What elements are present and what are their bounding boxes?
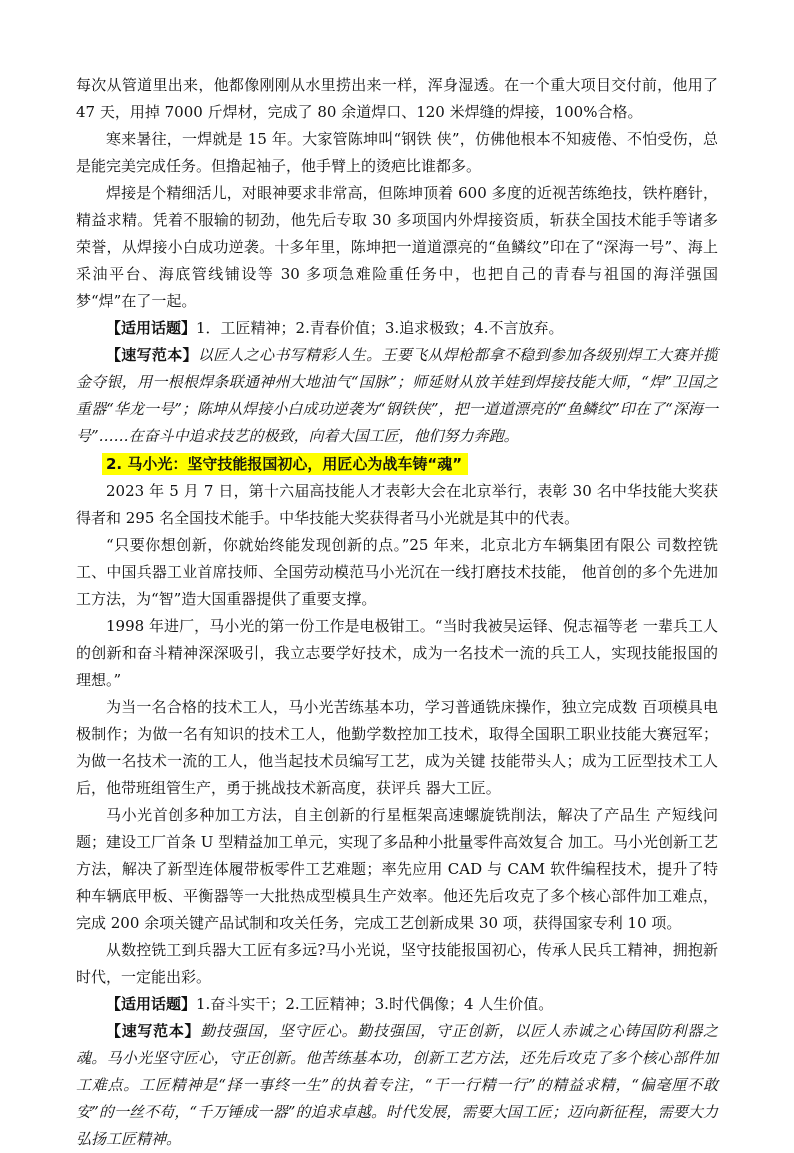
topics-text: 1.奋斗实干；2.工匠精神；3.时代偶像；4 人生价值。 <box>196 995 554 1013</box>
paragraph: “只要你想创新，你就始终能发现创新的点。”25 年来，北京北方车辆集团有限公 司数控铣工、中国兵器工业首席技师、全国劳动模范马小光沉在一线打磨技术技能， 他首创的多个先进加工方法，为“智”造大国重器提供了重要支撑。 <box>76 536 718 608</box>
applicable-topics <box>76 991 718 1018</box>
paragraph: 2023 年 5 月 7 日，第十六届高技能人才表彰大会在北京举行，表彰 30 名中华技能大奖获得者和 295 名全国技术能手。中华技能大奖获得者马小光就是其中的代表。 <box>76 482 718 527</box>
model-label: 【速写范本】 <box>106 346 198 364</box>
model-label: 【速写范本】 <box>106 1022 201 1040</box>
section-heading-wrap <box>102 451 718 478</box>
model-text: 勤技强国，坚守匠心。勤技强国，守正创新，以匠人赤诚之心铸国防利器之魂。马小光坚守匠心，守正创新。他苦练基本功，创新工艺方法，还先后攻克了多个核心部件加工难点。工匠精神是“择一事终一生”的执着专注，“干一行精一行”的精益求精，“偏毫厘不敢安”的一丝不苟，“千万锤成一器”的追求卓越。时代发展，需要大国工匠；迈向新征程，需要大力弘扬工匠精神。 <box>76 1022 718 1148</box>
model-essay <box>76 342 718 450</box>
paragraph: 寒来暑往，一焊就是 15 年。大家管陈坤叫“钢铁 侠”，仿佛他根本不知疲倦、不怕受伤，总是能完美完成任务。但撸起袖子，他手臂上的烫疤比谁都多。 <box>76 130 718 175</box>
topics-label: 【适用话题】 <box>106 319 197 337</box>
paragraph: 从数控铣工到兵器大工匠有多远?马小光说，坚守技能报国初心，传承人民兵工精神，拥抱新时代，一定能出彩。 <box>76 941 718 986</box>
paragraph: 每次从管道里出来，他都像刚刚从水里捞出来一样，浑身湿透。在一个重大项目交付前，他用了 47 天，用掉 7000 斤焊材，完成了 80 余道焊口、120 米焊缝的焊接，100%合格。 <box>76 76 718 121</box>
applicable-topics <box>76 315 718 342</box>
model-text: 以匠人之心书写精彩人生。王要飞从焊枪都拿不稳到参加各级别焊工大赛并揽金夺银，用一根根焊条联通神州大地油气“国脉”；师延财从放羊娃到焊接技能大师，“焊”卫国之 重器“华龙一号”；陈坤从焊接小白成功逆袭为“钢铁侠”，把一道道漂亮的“鱼鳞纹”印在了“深海一号”……在奋斗中追求技艺的极致，向着大国工匠，他们努力奔跑。 <box>76 346 718 445</box>
section-heading: 2. 马小光：坚守技能报国初心，用匠心为战车铸“魂” <box>102 453 468 475</box>
paragraph: 马小光首创多种加工方法，自主创新的行星框架高速螺旋铣削法，解决了产品生 产短线问题；建设工厂首条 U 型精益加工单元，实现了多品种小批量零件高效复合 加工。马小光创新工艺方法，解决了新型连体履带板零件工艺难题；率先应用 CAD 与 CAM 软件编程技术，提升了特种车辆底甲板、平衡器等一大批热成型模具生产效率。他还先后攻克了多个核心部件加工难点，完成 200 余项关键产品试制和攻关任务，完成工艺创新成果 30 项，获得国家专利 10 项。 <box>76 806 718 932</box>
model-essay <box>76 1018 718 1153</box>
paragraph: 1998 年进厂，马小光的第一份工作是电极钳工。“当时我被吴运铎、倪志福等老 一辈兵工人的创新和奋斗精神深深吸引，我立志要学好技术，成为一名技术一流的兵工人，实现技能报国的理想。” <box>76 617 718 689</box>
document-page <box>76 72 718 1153</box>
topics-text: 1．工匠精神；2.青春价值；3.追求极致；4.不言放弃。 <box>196 319 564 337</box>
topics-label: 【适用话题】 <box>106 995 197 1013</box>
paragraph: 焊接是个精细活儿，对眼神要求非常高，但陈坤顶着 600 多度的近视苦练绝技，铁杵磨针，精益求精。凭着不服输的韧劲，他先后专取 30 多项国内外焊接资质，斩获全国技术能手等诸多荣誉，从焊接小白成功逆袭。十多年里，陈坤把一道道漂亮的“鱼鳞纹”印在了“深海一号”、海上采油平台、海底管线铺设等 30 多项急难险重任务中，也把自己的青春与祖国的海洋强国梦“焊”在了一起。 <box>76 184 718 310</box>
paragraph: 为当一名合格的技术工人，马小光苦练基本功，学习普通铣床操作，独立完成数 百项模具电极制作；为做一名有知识的技术工人，他勤学数控加工技术，取得全国职工职业技能大赛冠军；为做一名技术一流的工人，他当起技术员编写工艺，成为关键 技能带头人；成为工匠型技术工人后，他带班组管生产，勇于挑战技术新高度，获评兵 器大工匠。 <box>76 698 718 797</box>
